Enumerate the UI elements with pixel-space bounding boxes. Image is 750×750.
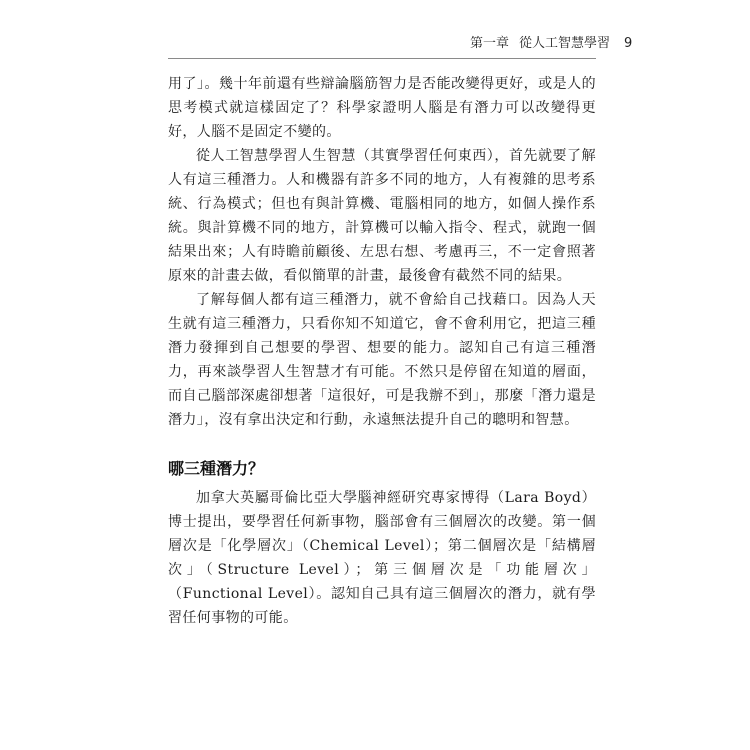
chapter-label: 第一章 (470, 36, 510, 51)
page-number: 9 (624, 36, 633, 51)
paragraph-3: 了解每個人都有這三種潛力，就不會給自己找藉口。因為人天生就有這三種潛力，只看你知不知道它，會不會利用它，把這三種潛力發揮到自己想要的學習、想要的能力。認知自己有這三種潛力，再來談學習人生智慧才有可能。不然只是停留在知道的層面，而自己腦部深處卻想著「這很好，可是我辦不到」，那麼「潛力還是潛力」，沒有拿出決定和行動，永遠無法提升自己的聰明和智慧。 (168, 292, 596, 428)
header-divider (168, 58, 596, 59)
section-heading: 哪三種潛力？ (168, 459, 265, 478)
section-paragraph: 加拿大英屬哥倫比亞大學腦神經研究專家博得（Lara Boyd）博士提出，要學習任何新事物，腦部會有三個層次的改變。第一個層次是「化學層次」（Chemical Level）；第二個層次是「結構層次」（Structure Level）；第三個層次是「功能層次」（Functional Level）。認知自己具有這三個層次的潛力，就有學習任何事物的可能。 (168, 490, 596, 626)
body-text (168, 72, 596, 630)
running-head (470, 36, 633, 52)
paragraph-2: 從人工智慧學習人生智慧（其實學習任何東西），首先就要了解人有這三種潛力。人和機器有許多不同的地方，人有複雜的思考系統、行為模式；但也有與計算機、電腦相同的地方，如個人操作系統。與計算機不同的地方，計算機可以輸入指令、程式，就跑一個結果出來；人有時瞻前顧後、左思右想、考慮再三，不一定會照著原來的計畫去做，看似簡單的計畫，最後會有截然不同的結果。 (168, 148, 596, 284)
paragraph-1: 用了」。幾十年前還有些辯論腦筋智力是否能改變得更好，或是人的思考模式就這樣固定了？科學家證明人腦是有潛力可以改變得更好，人腦不是固定不變的。 (168, 76, 596, 140)
chapter-title: 從人工智慧學習 (519, 36, 611, 51)
